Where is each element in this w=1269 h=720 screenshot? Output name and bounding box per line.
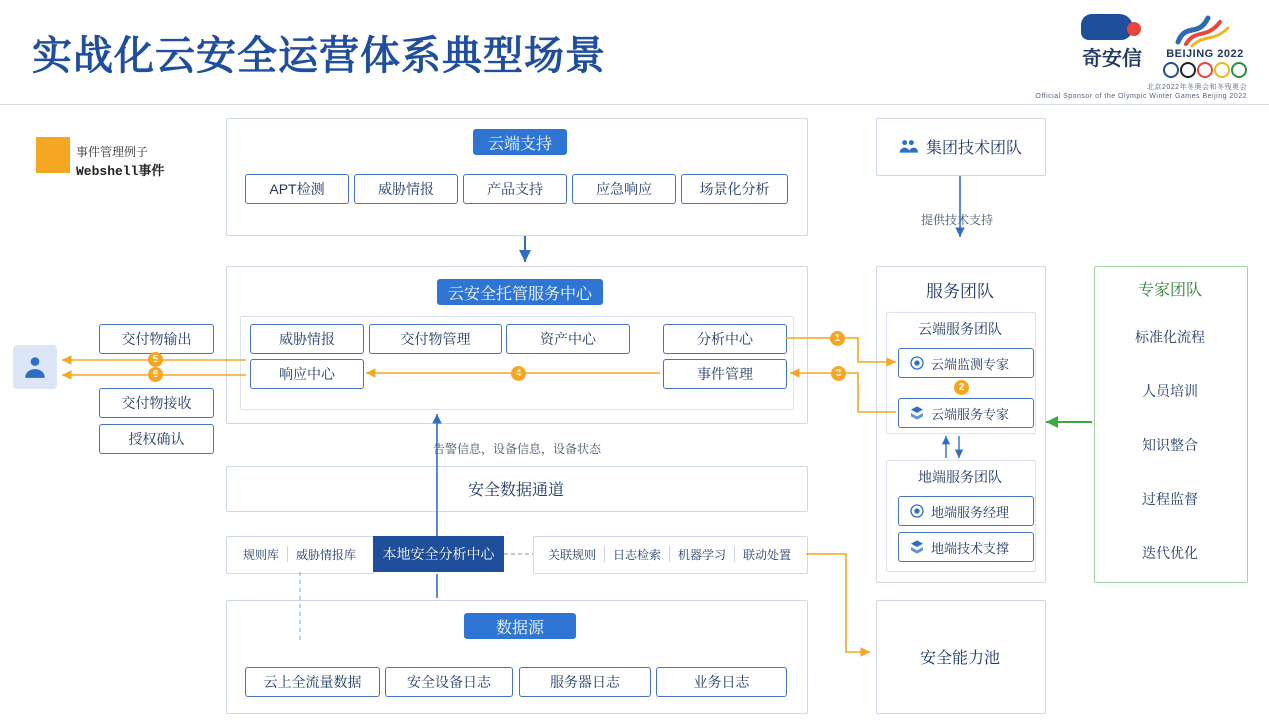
chip-rule-library[interactable]: 规则库: [242, 547, 279, 562]
olympics-mark-icon: [1168, 12, 1242, 48]
chip-local-service-manager[interactable]: [898, 496, 1034, 526]
chip-cloud-traffic-data[interactable]: 云上全流量数据: [245, 667, 380, 697]
qax-mark-icon: [1077, 12, 1147, 46]
cloud-team-title: 云端服务团队: [918, 321, 1002, 337]
chip-incident-management[interactable]: 事件管理: [663, 359, 787, 389]
service-expert-icon: [909, 405, 925, 421]
chip-business-logs[interactable]: 业务日志: [656, 667, 787, 697]
flow-number-5: 5: [148, 352, 163, 367]
qax-logo-text: 奇安信: [1082, 48, 1142, 70]
olympic-rings-icon: [1163, 62, 1247, 78]
divider: [287, 546, 288, 562]
tech-support-label: 提供技术支持: [921, 213, 994, 227]
monitor-expert-icon: [909, 355, 925, 371]
logo-area: [1077, 12, 1247, 78]
chip-response-center[interactable]: 响应中心: [250, 359, 364, 389]
chip-threat-intel[interactable]: 威胁情报: [354, 174, 458, 204]
logo-caption-en: Official Sponsor of the Olympic Winter Games Beijing 2022: [1035, 92, 1247, 100]
service-manager-icon: [909, 503, 925, 519]
expert-item-knowledge-integration[interactable]: 知识整合: [1095, 418, 1245, 473]
olympics-logo: [1163, 12, 1247, 78]
chip-threat-intel-library[interactable]: 威胁情报库: [296, 547, 357, 562]
expert-item-iterative-optimization[interactable]: 迭代优化: [1095, 526, 1245, 580]
avatar: [13, 345, 57, 389]
chip-asset-center[interactable]: 资产中心: [506, 324, 630, 354]
chip-analysis-center[interactable]: 分析中心: [663, 324, 787, 354]
chip-cloud-monitor-expert[interactable]: [898, 348, 1034, 378]
page-title: 实战化云安全运营体系典型场景: [32, 34, 606, 78]
data-source-title: 数据源: [464, 613, 576, 639]
flow-number-2: 2: [954, 380, 969, 395]
chip-deliverable-management[interactable]: 交付物管理: [369, 324, 502, 354]
divider: [604, 546, 605, 562]
chip-emergency-response[interactable]: 应急响应: [572, 174, 676, 204]
flow-number-1: 1: [830, 331, 845, 346]
data-channel-note: 告警信息，设备信息，设备状态: [432, 442, 601, 456]
flow-number-6: 6: [148, 367, 163, 382]
header-divider: [0, 104, 1269, 105]
service-team-title: 服务团队: [926, 281, 994, 301]
local-tech-support-label: 地端技术支撑: [931, 540, 1010, 556]
cloud-service-expert-label: 云端服务专家: [931, 406, 1010, 422]
group-team-label: 集团技术团队: [925, 139, 1022, 157]
chip-correlation-rules[interactable]: 关联规则: [547, 547, 596, 562]
legend-color-swatch: [36, 137, 70, 173]
local-left-items: [226, 536, 373, 572]
chip-server-logs[interactable]: 服务器日志: [519, 667, 651, 697]
olympics-logo-text: BEIJING 2022: [1166, 48, 1244, 60]
group-icon: [898, 136, 918, 156]
chip-linked-disposal[interactable]: 联动处置: [743, 547, 792, 562]
chip-threat-intelligence[interactable]: 威胁情报: [250, 324, 364, 354]
chip-machine-learning[interactable]: 机器学习: [678, 547, 727, 562]
chip-scenario-analysis[interactable]: 场景化分析: [681, 174, 788, 204]
flow-number-3: 3: [831, 366, 846, 381]
cloud-monitor-expert-label: 云端监测专家: [931, 356, 1010, 372]
chip-deliverable-receive[interactable]: 交付物接收: [99, 388, 214, 418]
divider: [669, 546, 670, 562]
capability-pool-title: 安全能力池: [919, 649, 1000, 667]
msc-title: 云安全托管服务中心: [437, 279, 603, 305]
local-analysis-center[interactable]: 本地安全分析中心: [373, 536, 504, 572]
chip-security-device-logs[interactable]: 安全设备日志: [385, 667, 513, 697]
chip-product-support[interactable]: 产品支持: [463, 174, 567, 204]
local-service-manager-label: 地端服务经理: [931, 504, 1010, 520]
expert-item-process-supervision[interactable]: 过程监督: [1095, 472, 1245, 527]
chip-authorization-confirm[interactable]: 授权确认: [99, 424, 214, 454]
chip-deliverable-output[interactable]: 交付物输出: [99, 324, 214, 354]
chip-apt-detection[interactable]: APT检测: [245, 174, 349, 204]
legend-line1: 事件管理例子: [76, 145, 149, 159]
local-right-items: [533, 536, 806, 572]
expert-item-standard-process[interactable]: 标准化流程: [1095, 310, 1245, 365]
cloud-support-title: 云端支持: [473, 129, 567, 155]
expert-item-training[interactable]: 人员培训: [1095, 364, 1245, 419]
chip-log-search[interactable]: 日志检索: [612, 547, 661, 562]
expert-team-title: 专家团队: [1137, 281, 1202, 299]
data-channel-title: 安全数据通道: [467, 481, 564, 499]
logo-caption-cn: 北京2022年冬奥会和冬残奥会: [1146, 84, 1247, 91]
local-team-title: 地端服务团队: [918, 469, 1002, 485]
tech-support-icon: [909, 539, 925, 555]
legend-line2: Webshell事件: [76, 164, 165, 179]
flow-number-4: 4: [511, 366, 526, 381]
chip-local-tech-support[interactable]: [898, 532, 1034, 562]
group-team-title: [876, 118, 1044, 174]
divider: [734, 546, 735, 562]
logo-caption: [1035, 84, 1247, 102]
qax-logo: [1077, 12, 1147, 70]
chip-cloud-service-expert[interactable]: [898, 398, 1034, 428]
